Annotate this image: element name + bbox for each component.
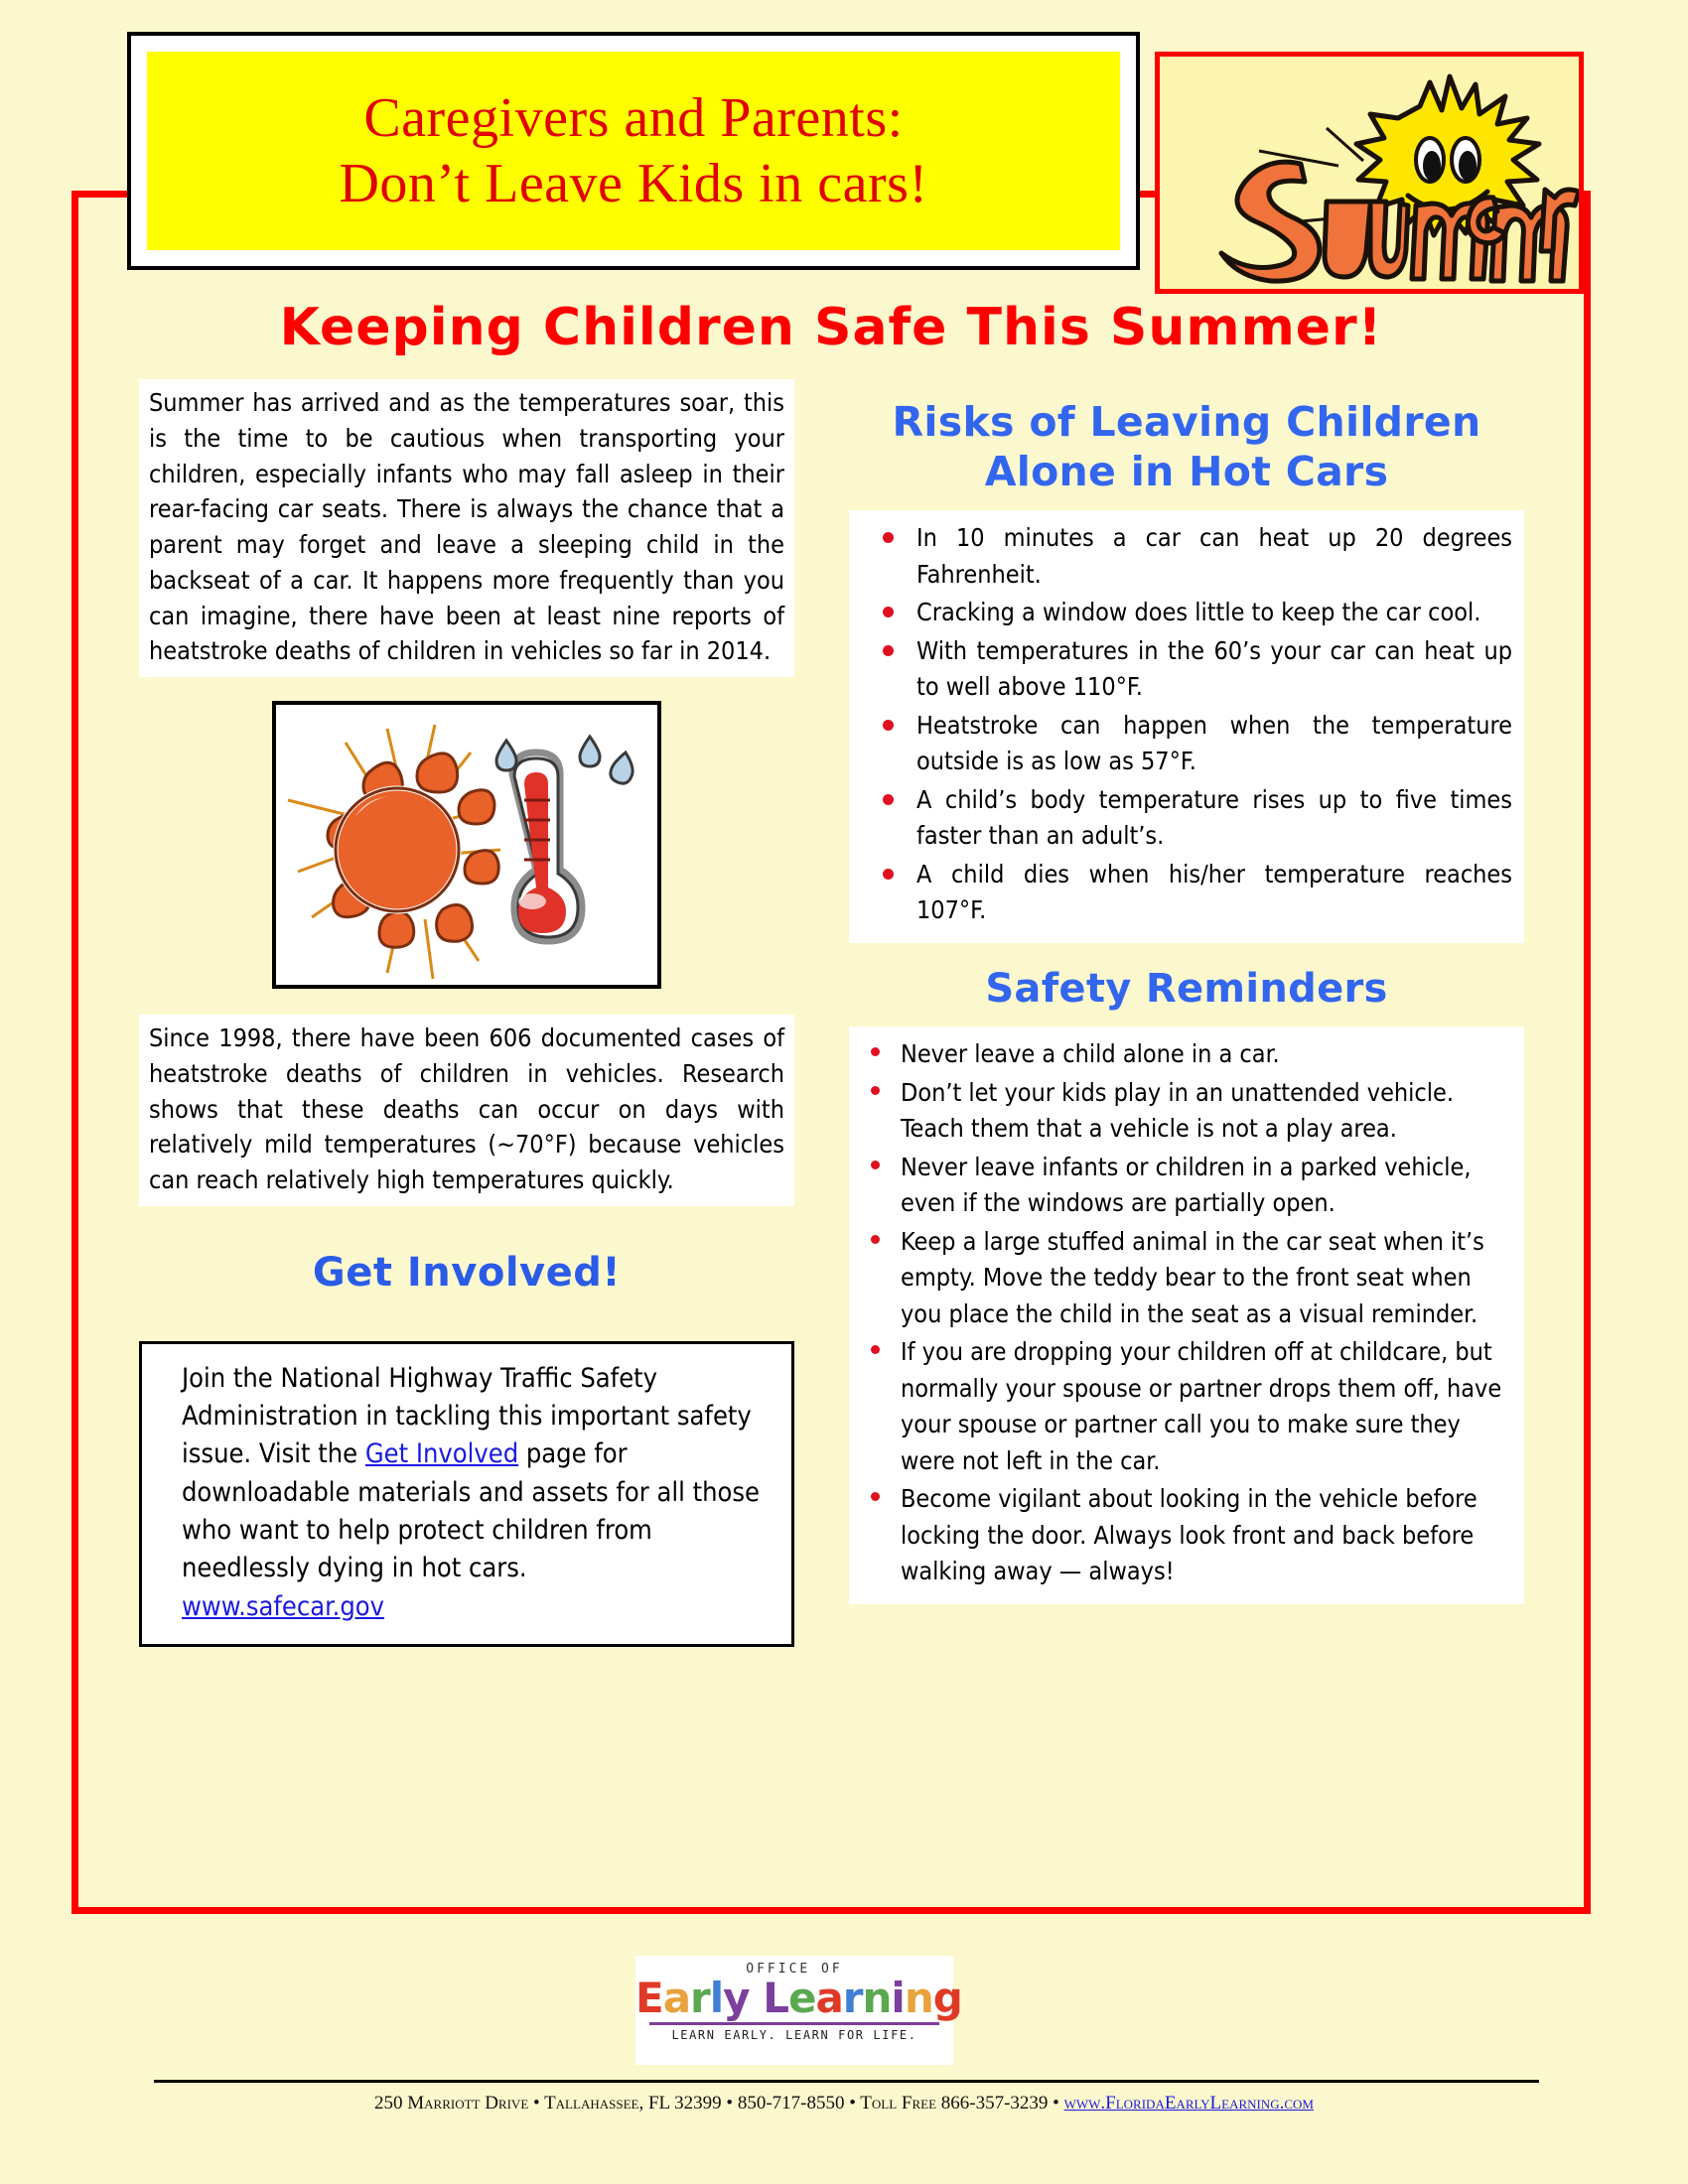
bullet-dot-icon xyxy=(883,720,894,731)
footer-address: 250 Marriott Drive • Tallahassee, FL 32399 • 850-717-8550 • Toll Free 866-357-3239 • xyxy=(373,2093,1064,2114)
reminder-text: Become vigilant about looking in the vehicle before locking the door. Always look front and back before walking away — always! xyxy=(901,1484,1477,1586)
risks-heading-line1: Risks of Leaving Children xyxy=(892,398,1481,446)
list-item xyxy=(849,1075,1512,1148)
bullet-dot-icon xyxy=(871,1160,880,1169)
logo-letter: n xyxy=(904,1974,933,2022)
get-involved-text-part1: Join the National Highway Traffic Safety Administration in tackling this important safety issue. Visit the xyxy=(182,1362,752,1470)
title-banner xyxy=(127,32,1140,270)
bullet-dot-icon xyxy=(871,1047,880,1056)
risk-text: A child dies when his/her temperature reaches 107°F. xyxy=(916,859,1512,925)
logo-letter xyxy=(750,1974,764,2022)
bullet-dot-icon xyxy=(871,1345,880,1354)
reminder-text: If you are dropping your children off at childcare, but normally your spouse or partner drops them off, have your spouse or partner call you to make sure they were not left in the car. xyxy=(901,1337,1502,1475)
logo-letter: a xyxy=(662,1974,691,2022)
risk-text: A child’s body temperature rises up to five times faster than an adult’s. xyxy=(916,784,1512,851)
risks-list-block xyxy=(849,510,1524,943)
reminder-text: Keep a large stuffed animal in the car seat when it’s empty. Move the teddy bear to the front seat when you place the child in the seat as a visual reminder. xyxy=(901,1226,1484,1328)
bullet-dot-icon xyxy=(883,645,894,656)
title-line-2: Don’t Leave Kids in cars! xyxy=(339,153,928,214)
bullet-dot-icon xyxy=(883,607,894,617)
logo-letter: l xyxy=(709,1974,724,2022)
safecar-website-link[interactable]: www.safecar.gov xyxy=(182,1590,384,1622)
stats-paragraph: Since 1998, there have been 606 documented cases of heatstroke deaths of children in vehicles. Research shows that these deaths can occur on days with relatively mild temperatures (~70°F) because vehicles can reach relatively high temperatures quickly. xyxy=(139,1015,794,1206)
reminder-text: Don’t let your kids play in an unattended vehicle. Teach them that a vehicle is not a play area. xyxy=(901,1077,1455,1144)
get-involved-box xyxy=(139,1341,794,1647)
logo-letter: r xyxy=(842,1974,863,2022)
bullet-dot-icon xyxy=(871,1235,880,1244)
list-item xyxy=(849,1334,1512,1479)
list-item xyxy=(849,1036,1512,1073)
right-column xyxy=(849,397,1524,1604)
get-involved-link[interactable]: Get Involved xyxy=(364,1438,519,1470)
logo-wordmark xyxy=(635,1974,962,2022)
safety-reminders-list xyxy=(849,1036,1512,1590)
list-item xyxy=(849,1224,1512,1333)
summer-logo-box xyxy=(1155,52,1584,294)
list-item xyxy=(849,1481,1512,1590)
risks-heading-line2: Alone in Hot Cars xyxy=(984,448,1389,496)
logo-letter: r xyxy=(690,1974,710,2022)
logo-letter: i xyxy=(891,1974,905,2022)
get-involved-heading: Get Involved! xyxy=(312,1249,622,1296)
list-item xyxy=(849,782,1512,855)
list-item xyxy=(849,708,1512,780)
bullet-dot-icon xyxy=(883,794,894,805)
logo-letter: a xyxy=(815,1974,843,2022)
florida-early-learning-link[interactable]: www.FloridaEarlyLearning.com xyxy=(1063,2093,1314,2114)
page-title: Keeping Children Safe This Summer! xyxy=(279,298,1383,357)
logo-divider xyxy=(649,2022,939,2025)
title-line-1: Caregivers and Parents: xyxy=(363,86,904,149)
logo-letter: E xyxy=(635,1974,663,2022)
get-involved-text-part2: page for downloadable materials and assets for all those who want to help protect children from needlessly dying in hot cars. xyxy=(182,1438,760,1584)
intro-paragraph: Summer has arrived and as the temperatures soar, this is the time to be cautious when transporting your children, especially infants who may fall asleep in their rear-facing car seats. There is always the chance that a parent may forget and leave a sleeping child in the backseat of a car. It happens more frequently than you can imagine, there have been at least nine reports of heatstroke deaths of children in vehicles so far in 2014. xyxy=(139,379,794,677)
footer-divider xyxy=(154,2080,1539,2083)
bullet-dot-icon xyxy=(883,869,894,880)
reminder-text: Never leave infants or children in a parked vehicle, even if the windows are partially open. xyxy=(901,1152,1472,1218)
list-item xyxy=(849,520,1512,593)
footer-contact-line xyxy=(0,2093,1688,2115)
safety-reminders-heading: Safety Reminders xyxy=(985,965,1388,1012)
logo-letter: g xyxy=(932,1974,962,2022)
early-learning-logo xyxy=(635,1956,962,2065)
risks-heading xyxy=(849,397,1524,496)
risk-text: Heatstroke can happen when the temperature outside is as low as 57°F. xyxy=(916,710,1512,776)
reminders-list-block xyxy=(849,1026,1524,1604)
title-banner-inner xyxy=(147,52,1120,250)
list-item xyxy=(849,1150,1512,1222)
risks-list xyxy=(849,520,1512,929)
smiling-sun-icon xyxy=(1160,57,1584,294)
logo-tagline: LEARN EARLY. LEARN FOR LIFE. xyxy=(671,2028,917,2043)
logo-letter: e xyxy=(787,1974,816,2022)
hot-sun-thermometer-illustration xyxy=(272,701,661,989)
risk-text: With temperatures in the 60’s your car can heat up to well above 110°F. xyxy=(916,635,1512,702)
bullet-dot-icon xyxy=(871,1086,880,1095)
left-column xyxy=(139,379,794,1647)
list-item xyxy=(849,633,1512,706)
reminder-text: Never leave a child alone in a car. xyxy=(901,1039,1280,1069)
list-item xyxy=(849,595,1512,631)
bullet-dot-icon xyxy=(871,1492,880,1501)
logo-letter: n xyxy=(862,1974,892,2022)
bullet-dot-icon xyxy=(883,532,894,543)
logo-letter: y xyxy=(723,1974,750,2022)
risk-text: In 10 minutes a car can heat up 20 degrees Fahrenheit. xyxy=(916,523,1512,589)
logo-office-of-text: OFFICE OF xyxy=(746,1962,843,1977)
risk-text: Cracking a window does little to keep the car cool. xyxy=(916,598,1481,627)
list-item xyxy=(849,857,1512,929)
logo-letter: L xyxy=(763,1974,788,2022)
